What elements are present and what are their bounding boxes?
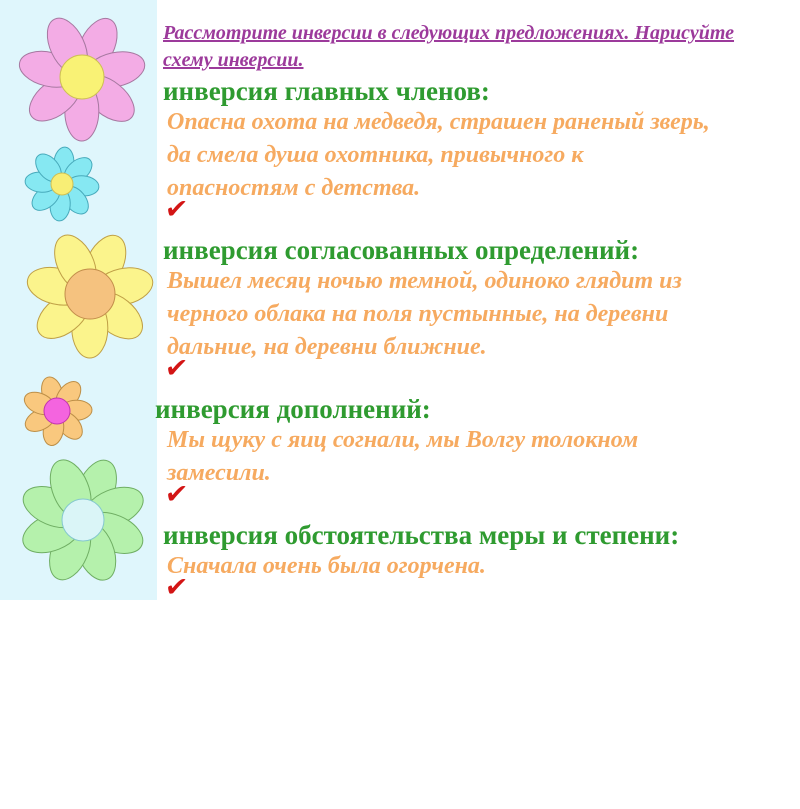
- sentence-line: да смела душа охотника, привычного к: [167, 142, 584, 168]
- example-sentence: [163, 424, 792, 490]
- section-heading: инверсия обстоятельства меры и степени:: [163, 520, 680, 550]
- section-heading: инверсия главных членов:: [163, 76, 490, 106]
- decor-sidebar: [0, 0, 157, 600]
- section-main-members: [163, 76, 792, 223]
- slide-content: [157, 0, 800, 613]
- task-instruction: [163, 20, 792, 74]
- section-heading: инверсия дополнений:: [155, 394, 431, 424]
- section-objects: [155, 394, 792, 510]
- flower-blue-daisy: [24, 146, 99, 221]
- sentence-line: Опасна охота на медведя, страшен раненый зверь,: [167, 109, 710, 135]
- sentence-line: Сначала очень была огорчена.: [167, 553, 486, 579]
- sentence-line: черного облака на поля пустынные, на деревни: [167, 301, 669, 327]
- flower-yellow-daisy: [24, 228, 157, 358]
- task-instruction-line: Рассмотрите инверсии в следующих предложениях. Нарисуйте: [163, 22, 735, 44]
- sentence-line: Мы щуку с яиц согнали, мы Волгу толокном: [167, 427, 639, 453]
- checkmark-icon: ✔: [163, 479, 190, 510]
- section-agreed-definitions: [163, 235, 792, 382]
- flower-orange-daisy: [21, 375, 92, 448]
- sentence-line: дальние, на деревни ближние.: [167, 334, 487, 360]
- checkmark-icon: ✔: [163, 353, 190, 384]
- flower-pink-daisy: [16, 12, 148, 141]
- section-adverbial-degree: [163, 520, 792, 601]
- checkmark-icon: ✔: [163, 194, 190, 225]
- sentence-line: Вышел месяц ночью темной, одиноко глядит из: [167, 268, 682, 294]
- checkmark-icon: ✔: [163, 572, 190, 603]
- sentence-line: замесили.: [167, 460, 271, 486]
- flower-green-daisy: [17, 454, 149, 586]
- sentence-line: опасностям с детства.: [167, 175, 421, 201]
- example-sentence: [163, 265, 792, 364]
- example-sentence: [163, 106, 792, 205]
- task-instruction-line: схему инверсии.: [163, 49, 304, 71]
- sidebar-flowers: [0, 0, 157, 600]
- section-heading: инверсия согласованных определений:: [163, 235, 640, 265]
